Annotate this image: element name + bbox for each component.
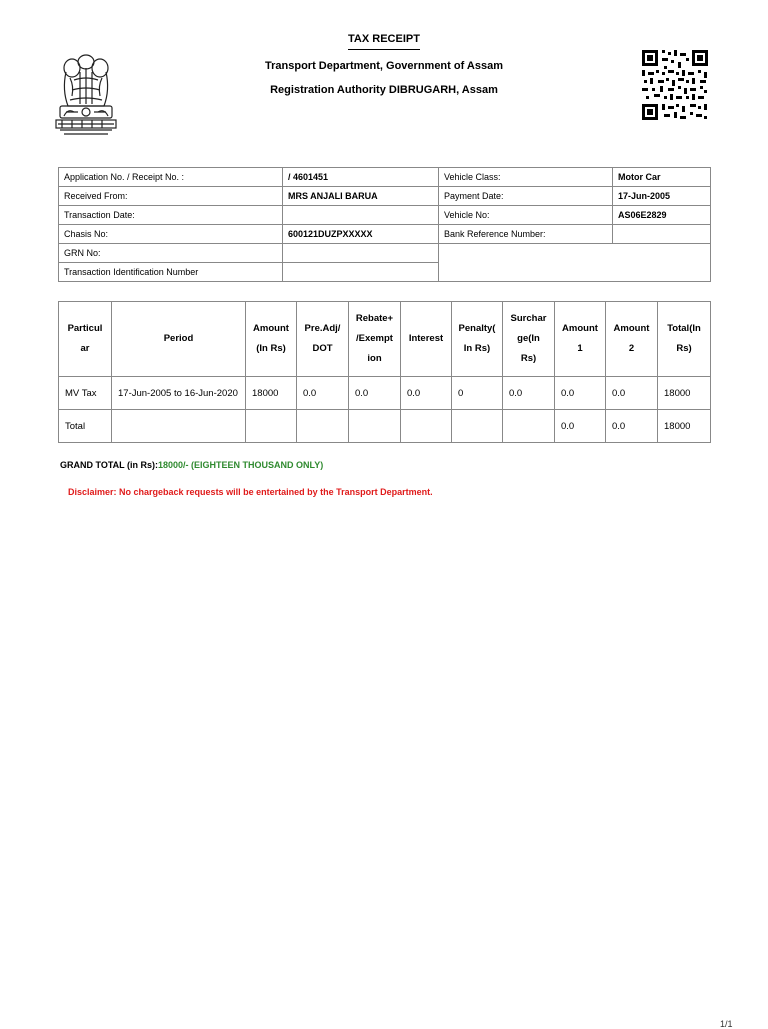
vehicle-no-label: Vehicle No: xyxy=(439,206,613,225)
col-header-interest: Interest xyxy=(401,302,452,377)
cell-penalty xyxy=(452,410,503,443)
cell-total: 18000 xyxy=(658,410,711,443)
col-header-amount: Amount (In Rs) xyxy=(246,302,297,377)
tax-details-table xyxy=(58,301,711,443)
table-row xyxy=(59,244,711,263)
receipt-info-table xyxy=(58,167,711,282)
table-row xyxy=(59,377,711,410)
cell-interest xyxy=(401,410,452,443)
cell-penalty: 0 xyxy=(452,377,503,410)
table-header-row xyxy=(59,302,711,377)
received-from-value: MRS ANJALI BARUA xyxy=(283,187,439,206)
cell-amount-2: 0.0 xyxy=(606,377,658,410)
vehicle-class-value: Motor Car xyxy=(613,168,711,187)
chasis-no-label: Chasis No: xyxy=(59,225,283,244)
transaction-id-value xyxy=(283,263,439,282)
qr-code xyxy=(640,48,710,122)
cell-surcharge xyxy=(503,410,555,443)
grand-total-value: 18000/- (EIGHTEEN THOUSAND ONLY) xyxy=(158,460,324,470)
col-header-particular: Particul ar xyxy=(59,302,112,377)
cell-amount xyxy=(246,410,297,443)
cell-total: 18000 xyxy=(658,377,711,410)
cell-rebate xyxy=(349,410,401,443)
col-header-penalty: Penalty( In Rs) xyxy=(452,302,503,377)
page-number: 1/1 xyxy=(720,1019,733,1029)
cell-rebate: 0.0 xyxy=(349,377,401,410)
bank-reference-value xyxy=(613,225,711,244)
table-row xyxy=(59,225,711,244)
col-header-surcharge: Surchar ge(In Rs) xyxy=(503,302,555,377)
transaction-date-label: Transaction Date: xyxy=(59,206,283,225)
application-no-label: Application No. / Receipt No. : xyxy=(59,168,283,187)
grand-total xyxy=(60,460,323,470)
vehicle-no-value: AS06E2829 xyxy=(613,206,711,225)
cell-amount-1: 0.0 xyxy=(555,377,606,410)
empty-cell xyxy=(439,244,711,282)
table-row xyxy=(59,187,711,206)
disclaimer-text: Disclaimer: No chargeback requests will be entertained by the Transport Department. xyxy=(68,487,433,497)
table-row xyxy=(59,206,711,225)
vehicle-class-label: Vehicle Class: xyxy=(439,168,613,187)
bank-reference-label: Bank Reference Number: xyxy=(439,225,613,244)
col-header-rebate: Rebate+ /Exempt ion xyxy=(349,302,401,377)
transaction-id-label: Transaction Identification Number xyxy=(59,263,283,282)
cell-amount: 18000 xyxy=(246,377,297,410)
col-header-total: Total(In Rs) xyxy=(658,302,711,377)
table-row xyxy=(59,168,711,187)
cell-period xyxy=(112,410,246,443)
table-row xyxy=(59,410,711,443)
cell-interest: 0.0 xyxy=(401,377,452,410)
registration-authority: Registration Authority DIBRUGARH, Assam xyxy=(270,84,498,96)
receipt-title: TAX RECEIPT xyxy=(200,33,568,45)
payment-date-label: Payment Date: xyxy=(439,187,613,206)
cell-particular: Total xyxy=(59,410,112,443)
application-no-value: / 4601451 xyxy=(283,168,439,187)
department-name: Transport Department, Government of Assam xyxy=(265,60,503,72)
cell-surcharge: 0.0 xyxy=(503,377,555,410)
grand-total-label: GRAND TOTAL (in Rs): xyxy=(60,460,158,470)
col-header-pre-adj: Pre.Adj/ DOT xyxy=(297,302,349,377)
col-header-period: Period xyxy=(112,302,246,377)
grn-no-label: GRN No: xyxy=(59,244,283,263)
cell-period: 17-Jun-2005 to 16-Jun-2020 xyxy=(112,377,246,410)
cell-pre-adj: 0.0 xyxy=(297,377,349,410)
cell-amount-1: 0.0 xyxy=(555,410,606,443)
grn-no-value xyxy=(283,244,439,263)
cell-pre-adj xyxy=(297,410,349,443)
transaction-date-value xyxy=(283,206,439,225)
cell-amount-2: 0.0 xyxy=(606,410,658,443)
chasis-no-value: 600121DUZPXXXXX xyxy=(283,225,439,244)
payment-date-value: 17-Jun-2005 xyxy=(613,187,711,206)
cell-particular: MV Tax xyxy=(59,377,112,410)
received-from-label: Received From: xyxy=(59,187,283,206)
state-emblem-logo xyxy=(52,50,120,142)
col-header-amount-1: Amount 1 xyxy=(555,302,606,377)
col-header-amount-2: Amount 2 xyxy=(606,302,658,377)
